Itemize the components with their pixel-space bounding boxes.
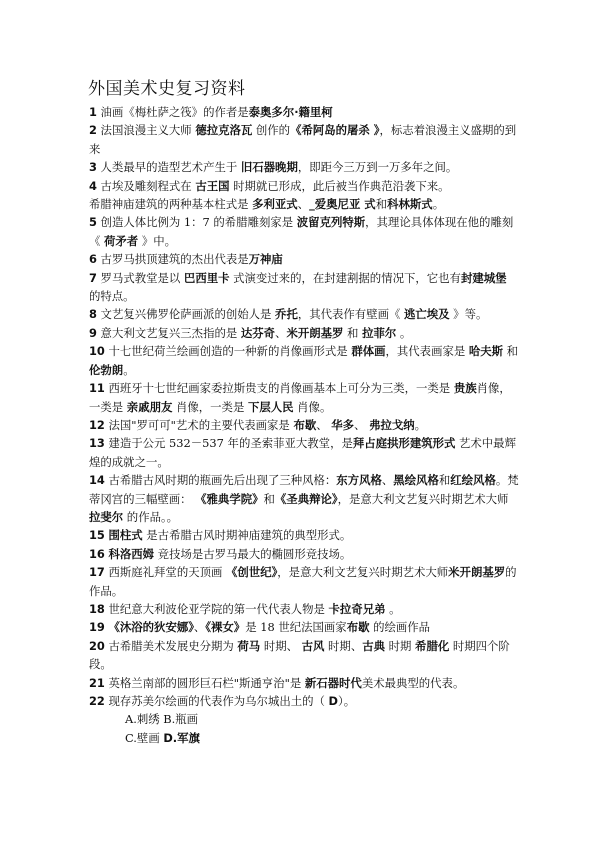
question-text: 。 [396, 325, 412, 340]
answer-text: 波留克列特斯 [296, 215, 366, 230]
answer-text: 6 [89, 252, 97, 267]
review-item [89, 305, 519, 323]
question-text: 的作品。 [89, 565, 517, 598]
answer-text: 《沐浴的狄安娜》 [108, 620, 194, 635]
question-text: 油画《梅杜萨之筏》的作者是 [96, 105, 249, 119]
question-text: 罗马式教堂是以 [96, 270, 184, 285]
answer-text: 13 [89, 436, 105, 451]
review-item [89, 121, 519, 158]
question-text: 西班牙十七世纪画家委拉斯贵支的肖像画基本上可分为三类，一类是 [104, 381, 454, 396]
review-item [89, 177, 519, 195]
question-text: 和 [375, 197, 388, 212]
question-text: ，是意大利文艺复兴时期艺术大师 [337, 491, 509, 506]
answer-text: 黑绘风格 [393, 473, 439, 488]
answer-text: 10 [89, 344, 105, 359]
review-item [89, 526, 519, 544]
answer-text: 15 [89, 528, 105, 543]
answer-text: 14 [89, 473, 105, 488]
question-text: ，其代表画家是 [385, 344, 469, 359]
answer-text: 12 [89, 417, 105, 432]
question-text: 法国浪漫主义大师 [96, 123, 196, 138]
answer-options-line [89, 710, 519, 728]
question-text: 。 [385, 601, 401, 616]
review-item [89, 213, 519, 250]
question-text: 。 [432, 197, 445, 212]
answer-text: D [328, 694, 338, 708]
answer-text: 卡拉奇兄弟 [328, 601, 386, 616]
question-text: ，其代表作有壁画《 [297, 307, 404, 322]
answer-text: 19 [89, 620, 105, 635]
question-text: 时期、 [324, 638, 363, 653]
question-text: 和 [438, 473, 451, 488]
question-text: 建造于公元 532－537 年的圣索菲亚大教堂，是 [104, 436, 353, 451]
answer-text: 拉菲尔 [362, 325, 397, 340]
answer-text: 希腊化 [415, 638, 450, 653]
question-text: 和 [343, 325, 363, 340]
question-text: 世纪意大利波伦亚学院的第一代代表人物是 [104, 601, 329, 616]
question-text: 是古希腊古风时期神庙建筑的典型形式。 [142, 528, 352, 543]
answer-text: 米开朗基罗 [286, 325, 344, 340]
question-text: 、 [297, 197, 310, 212]
review-item-list [89, 103, 519, 747]
review-item [89, 545, 519, 563]
page-title: 外国美术史复习资料 [88, 79, 246, 99]
answer-text: 万神庙 [248, 252, 283, 267]
answer-text: 科洛西姆 [108, 546, 155, 561]
question-text: 、 [193, 620, 206, 635]
answer-text: 巴西里卡 [183, 270, 230, 285]
answer-text: 20 [89, 638, 105, 653]
question-text: 的特点。 [89, 289, 135, 304]
review-item [89, 195, 519, 213]
answer-text: 古风 [301, 638, 325, 653]
answer-text: 弗拉戈纳 [369, 417, 415, 432]
answer-text: 贵族 [453, 381, 477, 396]
question-text: 时期四个阶段。 [89, 638, 510, 672]
question-text: ，标志着浪漫主义盛期的到来 [89, 123, 517, 156]
answer-text: 古王国 [195, 178, 230, 193]
answer-text: 9 [89, 325, 97, 340]
answer-text: 《希阿岛的屠杀 》 [290, 123, 380, 138]
answer-text: 22 [89, 694, 105, 708]
answer-text: 18 [89, 601, 105, 616]
question-text: A.刺绣 B.瓶画 [125, 712, 199, 727]
answer-text: 旧石器晚期 [240, 160, 298, 175]
question-text: 古希腊美术发展史分期为 [104, 638, 238, 653]
question-text: 现存苏美尔绘画的代表作为乌尔城出土的（ [104, 694, 329, 708]
answer-text: 《圣典辩论》 [274, 491, 338, 506]
answer-text: D.军旗 [163, 730, 200, 745]
question-text: 、 [275, 325, 287, 340]
answer-options-line [89, 729, 519, 747]
answer-text: 伦勃朗 [89, 362, 124, 377]
question-text: 肖像，一类是 [89, 381, 511, 414]
answer-text: 荷马 [237, 638, 261, 653]
review-item [89, 250, 519, 268]
answer-text: 米开朗基罗 [448, 565, 506, 580]
question-text: 是 18 世纪法国画家 [245, 620, 347, 635]
answer-text: 拉斐尔 [89, 509, 124, 524]
answer-text: 1 [89, 105, 97, 119]
answer-text: 16 [89, 546, 105, 561]
answer-text: 布歇 [293, 417, 317, 432]
answer-text: 群体画 [351, 344, 386, 359]
answer-text: 围柱式 [108, 528, 143, 543]
answer-text: 布歇 [346, 620, 370, 635]
question-text: 、 [354, 417, 370, 432]
review-item [89, 342, 519, 379]
answer-text: 乔托 [275, 307, 298, 322]
review-item [89, 674, 519, 692]
answer-text: 哈夫斯 [468, 344, 504, 359]
question-text: 法国"罗可可"艺术的主要代表画家是 [104, 417, 294, 432]
review-item [89, 563, 519, 600]
answer-text: 德拉克洛瓦 [195, 123, 253, 138]
question-text: 艺术中最辉煌的成就之一。 [89, 436, 516, 469]
question-text: 和 [503, 344, 519, 359]
question-text: ，其理论具体体现在他的雕刻《 [89, 215, 514, 248]
answer-text: 3 [89, 160, 97, 175]
question-text: ）。 [338, 694, 356, 708]
question-text: 创造人体比例为 1：7 的希腊雕刻家是 [96, 215, 297, 230]
question-text: 。 [414, 417, 427, 432]
question-text: 》等。 [449, 307, 488, 322]
answer-text: 亲戚朋友 [126, 399, 173, 414]
answer-text: 21 [89, 675, 105, 690]
answer-text: 东方风格 [336, 473, 382, 488]
question-text: 的绘画作品 [369, 620, 431, 635]
answer-text: 2 [89, 123, 97, 138]
question-text: 时期、 [260, 638, 302, 653]
review-item [89, 618, 519, 636]
review-item [89, 416, 519, 434]
answer-text: 5 [89, 215, 97, 230]
review-item [89, 103, 519, 121]
question-text: C.壁画 [125, 730, 164, 745]
answer-text: 新石器时代 [304, 675, 362, 690]
answer-text: 8 [89, 307, 97, 322]
question-text: 意大利文艺复兴三杰指的是 [96, 325, 241, 340]
question-text: 人类最早的造型艺术产生于 [96, 160, 241, 175]
question-text: 。梵蒂冈宫的三幅壁画： [89, 473, 519, 506]
review-item [89, 379, 519, 416]
answer-text: 红绘风格 [450, 473, 496, 488]
question-text: 》中。 [138, 233, 176, 248]
answer-text: 4 [89, 178, 97, 193]
answer-text: 达芬奇 [240, 325, 276, 340]
answer-text: _爱奥尼亚 式 [309, 197, 376, 212]
question-text: 古罗马拱顶建筑的杰出代表是 [96, 252, 249, 267]
question-text: 、 [381, 473, 394, 488]
question-text: 式演变过来的，在封建割据的情况下，它也有 [229, 270, 461, 285]
question-text: 肖像。 [293, 399, 332, 414]
question-text: 美术最典型的代表。 [361, 675, 465, 690]
question-text: 希腊神庙建筑的两种基本柱式是 [89, 197, 253, 212]
answer-text: 荷矛者 [104, 233, 139, 248]
question-text: 。 [123, 362, 135, 377]
question-text: 、 [316, 417, 332, 432]
answer-text: 17 [89, 565, 105, 580]
answer-text: 7 [89, 270, 97, 285]
answer-text: 多利亚式 [252, 197, 298, 212]
question-text: 和 [263, 491, 275, 506]
question-text: 时期就已形成，此后被当作典范沿袭下来。 [229, 178, 450, 193]
question-text: 古埃及雕刻程式在 [96, 178, 196, 193]
review-item [89, 269, 519, 306]
question-text: 英格兰南部的圆形巨石栏"斯通亨治"是 [104, 675, 305, 690]
review-item [89, 600, 519, 618]
question-text: ，即距今三万到一万多年之间。 [297, 160, 458, 175]
review-item [89, 158, 519, 176]
review-item [89, 434, 519, 471]
question-text: 竞技场是古罗马最大的椭圆形竞技场。 [154, 546, 352, 561]
answer-text: 《裸女》 [205, 620, 246, 635]
question-text: 古希腊古风时期的瓶画先后出现了三种风格： [104, 473, 337, 488]
question-text: 肖像，一类是 [172, 399, 248, 414]
question-text: 时期 [385, 638, 416, 653]
question-text: 十七世纪荷兰绘画创造的一种新的肖像画形式是 [104, 344, 352, 359]
question-text: ，是意大利文艺复兴时期艺术大师 [277, 565, 449, 580]
answer-text: 科林斯式 [387, 197, 433, 212]
question-text: 创作的 [252, 123, 291, 138]
answer-text: 泰奥多尔·籍里柯 [248, 105, 333, 119]
answer-text: 《创世纪》 [226, 565, 278, 580]
question-text: 西斯庭礼拜堂的天顶画 [104, 565, 227, 580]
review-item [89, 692, 519, 710]
answer-text: 下层人民 [247, 399, 294, 414]
answer-text: 华多 [331, 417, 355, 432]
answer-text: 《雅典学院》 [195, 491, 264, 506]
review-item [89, 637, 519, 674]
review-item [89, 471, 519, 526]
answer-text: 拜占庭拱形建筑形式 [352, 436, 456, 451]
question-text: 的作品。。 [123, 509, 179, 524]
answer-text: 11 [89, 381, 105, 396]
answer-text: 逃亡埃及 [403, 307, 450, 322]
answer-text: 封建城堡 [460, 270, 507, 285]
question-text: 文艺复兴佛罗伦萨画派的创始人是 [96, 307, 276, 322]
answer-text: 古典 [362, 638, 386, 653]
review-item [89, 324, 519, 342]
